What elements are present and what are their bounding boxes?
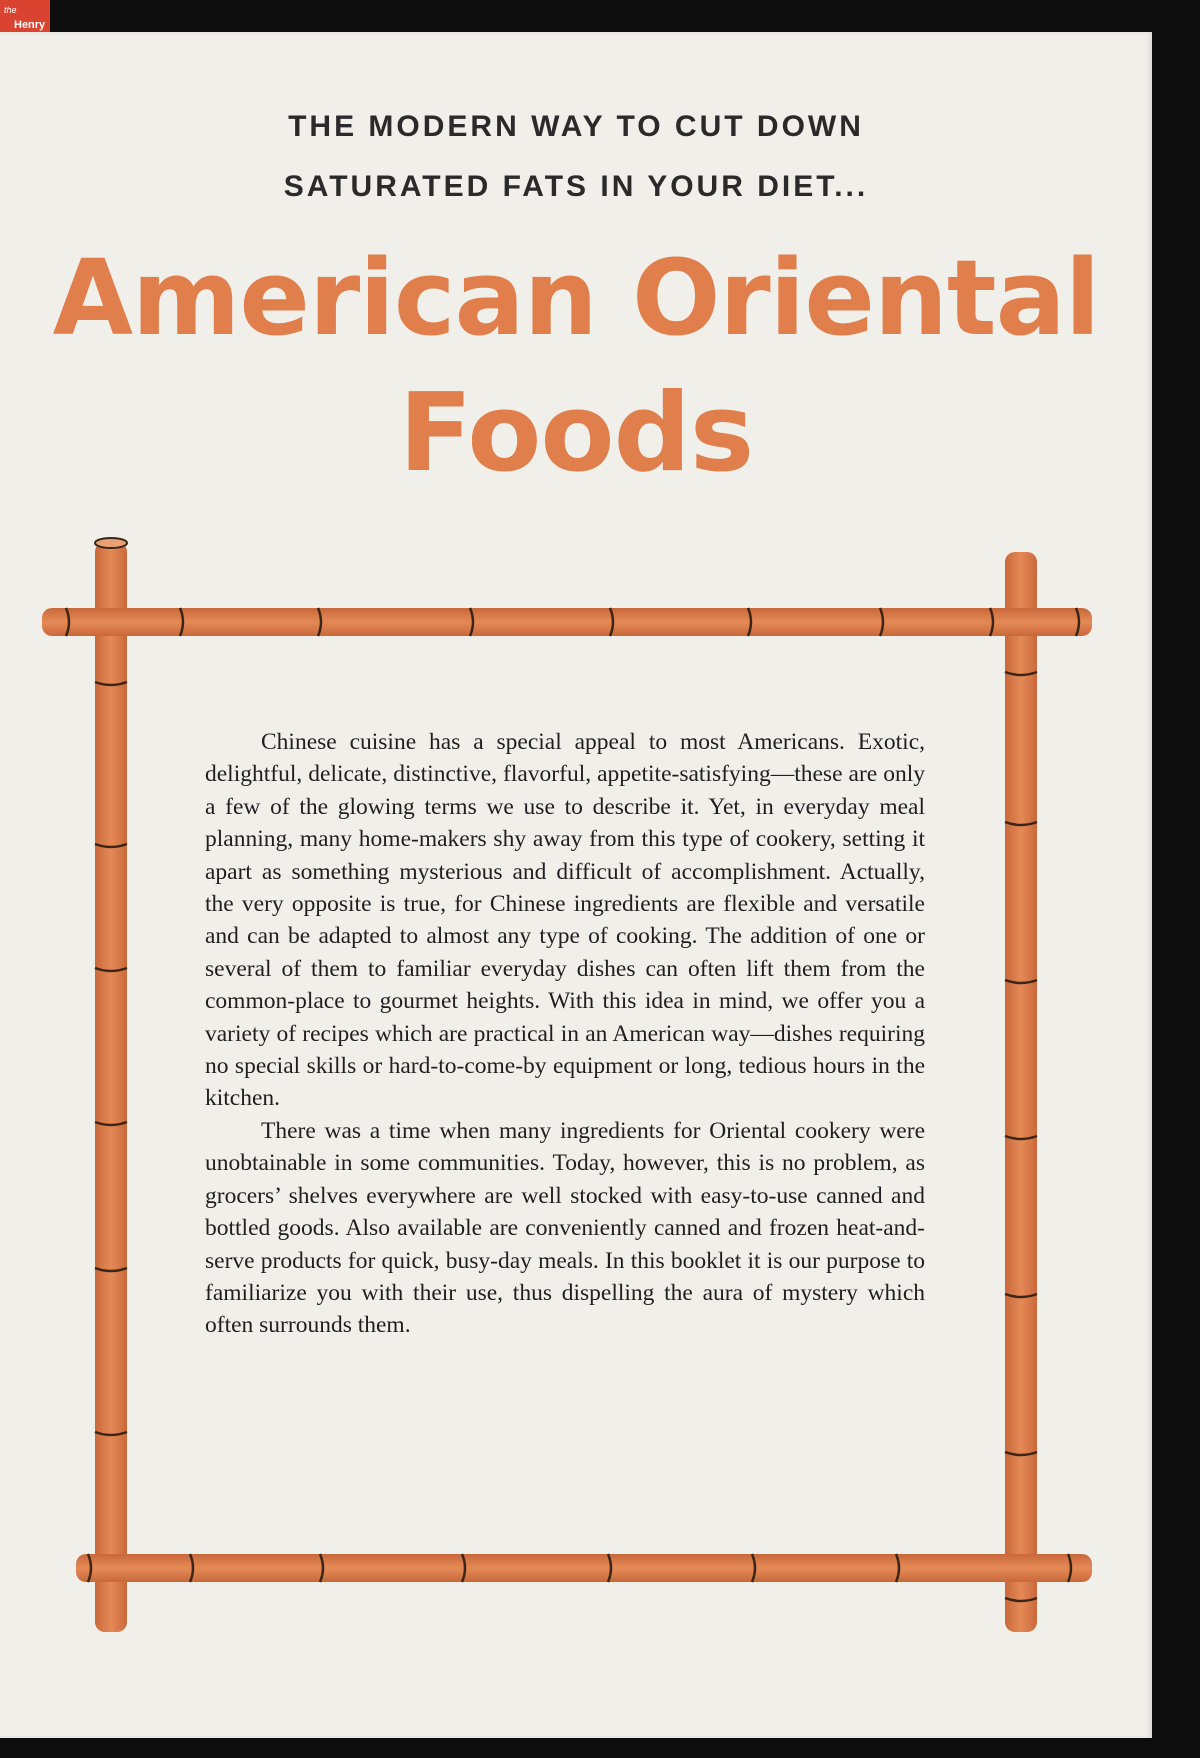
bamboo-pole-top	[42, 608, 1092, 636]
intro-text	[205, 726, 925, 1342]
bamboo-pole-left	[95, 538, 127, 1632]
booklet-page	[0, 32, 1152, 1738]
logo-text-henry: Henry	[14, 19, 46, 31]
intro-paragraph-1: Chinese cuisine has a special appeal to most Americans. Exotic, delightful, delicate, distinctive, flavorful, appetite-satisfying—these are only a few of the glowing terms we use to describe it. Yet, in everyday meal planning, many home-makers shy away from this type of cookery, setting it apart as something mysterious and difficult of accomplishment. Actually, the very opposite is true, for Chinese ingredients are flexible and versatile and can be adapted to almost any type of cooking. The addition of one or several of them to familiar everyday dishes can often lift them from the common-place to gourmet heights. With this idea in mind, we offer you a variety of recipes which are practical in an American way—dishes requiring no special skills or hard-to-come-by equipment or long, tedious hours in the kitchen.	[205, 729, 925, 1112]
bamboo-pole-bottom	[76, 1554, 1092, 1582]
intro-paragraph-2: There was a time when many ingredients for Oriental cookery were unobtainable in some communities. Today, however, this is no problem, as grocers’ shelves everywhere are well stocked with easy-to-use canned and bottled goods. Also available are conveniently canned and frozen heat-and-serve products for quick, busy-day meals. In this booklet it is our purpose to familiarize you with their use, thus dispelling the aura of mystery which often surrounds them.	[205, 1117, 925, 1339]
headline-line-1: THE MODERN WAY TO CUT DOWN	[288, 110, 864, 143]
title-line-2: Foods	[398, 371, 754, 496]
title-line-1: American Oriental	[52, 237, 1100, 359]
headline-line-2: SATURATED FATS IN YOUR DIET...	[283, 170, 869, 203]
logo-text-the: the	[4, 5, 17, 15]
bamboo-pole-right	[1005, 552, 1037, 1632]
